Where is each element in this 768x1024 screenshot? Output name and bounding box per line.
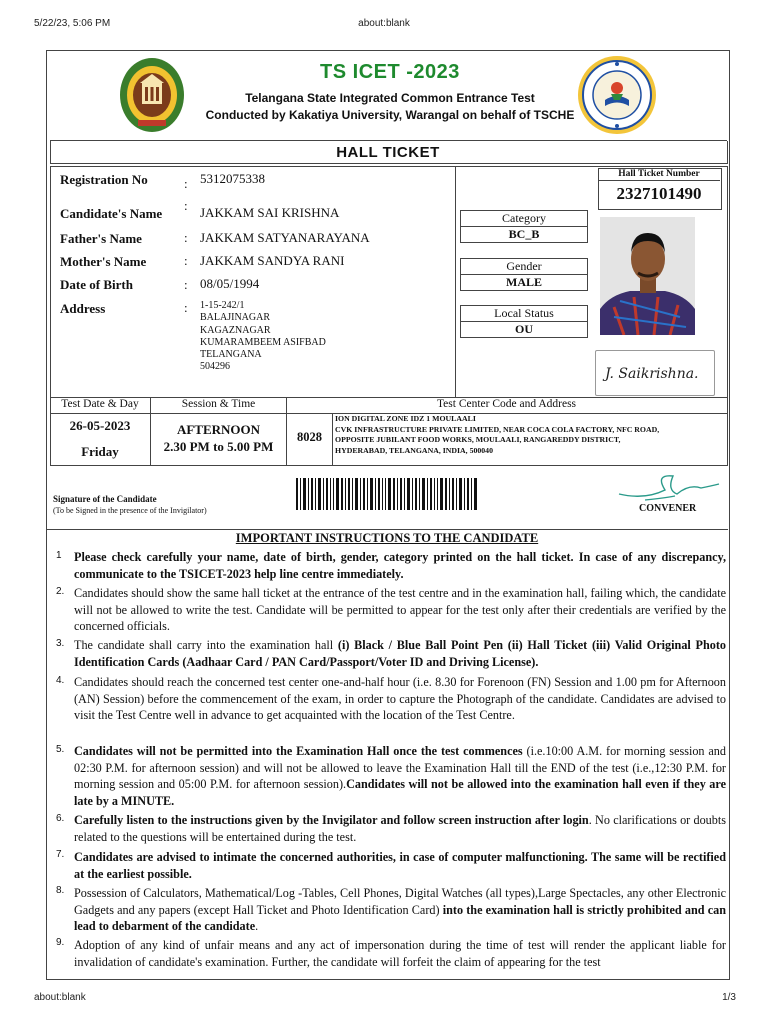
test-date: 26-05-2023 <box>69 418 131 433</box>
local-status-label: Local Status <box>460 305 588 322</box>
date-day-header: Test Date & Day <box>61 398 139 410</box>
instruction-number: 2. <box>56 586 65 597</box>
local-status-value: OU <box>460 321 588 338</box>
print-timestamp: 5/22/23, 5:06 PM <box>34 18 111 29</box>
center-address-line: ION DIGITAL ZONE IDZ 1 MOULAALI <box>335 414 476 423</box>
telangana-emblem-logo <box>118 56 186 134</box>
instruction-6-text: . No clarifications or doubts related to the questions will be entertained during the test. <box>74 813 726 844</box>
instruction-6 <box>74 812 726 845</box>
instruction-3 <box>74 637 726 670</box>
instruction-1: Please check carefully your name, date of birth, gender, category printed on the hall ticket. In case of any discrepancy, communicate to the TSICET-2023 help line centre immediately. <box>74 550 726 581</box>
instruction-7: Candidates are advised to intimate the concerned authorities, in case of computer malfunctioning. The same will be rectified at the earliest possible. <box>74 850 726 881</box>
address-block <box>200 300 326 374</box>
instructions-heading: IMPORTANT INSTRUCTIONS TO THE CANDIDATE <box>235 531 539 545</box>
mother-name-colon: : <box>184 253 188 268</box>
hall-ticket-number-label: Hall Ticket Number <box>598 169 720 181</box>
address-line: 1-15-242/1 <box>200 300 245 311</box>
candidate-name-value: JAKKAM SAI KRISHNA <box>200 205 340 220</box>
test-day: Friday <box>81 444 119 459</box>
instruction-number: 1 <box>56 550 62 561</box>
exam-title: TS ICET -2023 <box>320 61 460 83</box>
instruction-8 <box>74 885 726 935</box>
conducted-by: Conducted by Kakatiya University, Warangal on behalf of TSCHE <box>205 108 575 122</box>
center-address-line: OPPOSITE JUBILANT FOOD WORKS, MOULAALI, RANGAREDDY DISTRICT, <box>335 435 621 445</box>
instruction-3-text: The candidate shall carry into the examination hall <box>74 638 338 652</box>
instruction-number: 6. <box>56 813 65 824</box>
address-line: KAGAZNAGAR <box>200 324 271 336</box>
instruction-6-bold: Carefully listen to the instructions given by the Invigilator and follow screen instruction after login <box>74 813 589 827</box>
candidate-name-label: Candidate's Name <box>60 206 163 221</box>
category-value: BC_B <box>460 226 588 243</box>
dob-value: 08/05/1994 <box>200 276 260 291</box>
instruction-number: 9. <box>56 937 65 948</box>
address-colon: : <box>184 300 188 315</box>
candidate-photo <box>600 217 695 335</box>
print-footer-url: about:blank <box>34 992 86 1003</box>
instruction-5 <box>74 743 726 809</box>
session-header: Session & Time <box>181 398 256 410</box>
dob-label: Date of Birth <box>60 277 133 292</box>
tsche-seal-logo <box>576 54 658 136</box>
father-name-colon: : <box>184 230 188 245</box>
instruction-4: Candidates should reach the concerned test center one-and-half hour (i.e. 8.30 for Forenoon (FN) Session and 1.00 pm for Afternoon (AN) Session) before the commencement of the exam, in order to capture the Photograph of the candidate. Candidates are advised to visit the Test Centre well in advance to get acquainted with the location of the Test Centre. <box>74 675 726 722</box>
address-line: KUMARAMBEEM ASIFBAD <box>200 336 326 348</box>
center-address-line: CVK INFRASTRUCTURE PRIVATE LIMITED, NEAR COCA COLA FACTORY, NFC ROAD, <box>335 424 660 434</box>
instruction-3-bold: (i) Black / Blue Ball Point Pen (ii) Hall Ticket (iii) Valid Original Photo Identification Cards (Aadhaar Card / PAN Card/Passport/Voter ID and Driving License). <box>74 638 726 669</box>
dob-colon: : <box>184 277 188 292</box>
candidate-signature: J. Saikrishna. <box>605 366 699 382</box>
session-name: AFTERNOON <box>176 422 261 437</box>
exam-subtitle: Telangana State Integrated Common Entrance Test <box>245 91 535 105</box>
father-name-value: JAKKAM SATYANARAYANA <box>200 230 370 245</box>
registration-colon: : <box>184 176 188 191</box>
hall-ticket-heading: HALL TICKET <box>336 144 440 161</box>
category-label: Category <box>460 210 588 227</box>
instruction-number: 7. <box>56 849 65 860</box>
candidate-name-colon: : <box>184 198 188 213</box>
candidate-signature-label: Signature of the Candidate <box>53 494 157 504</box>
father-name-label: Father's Name <box>60 231 142 246</box>
address-label: Address <box>60 301 106 316</box>
address-line: BALAJINAGAR <box>200 312 270 324</box>
session-time: 2.30 PM to 5.00 PM <box>163 439 274 454</box>
barcode <box>296 478 478 510</box>
instruction-number: 8. <box>56 885 65 896</box>
convener-label: CONVENER <box>639 503 697 514</box>
instruction-8-bold: into the examination hall is strictly prohibited and can lead to debarment of the candidate <box>74 902 726 933</box>
address-line: 504296 <box>200 361 230 373</box>
mother-name-value: JAKKAM SANDYA RANI <box>200 253 345 268</box>
instruction-2: Candidates should show the same hall ticket at the entrance of the test centre and in the examination hall, failing which, the candidate will not be allowed to write the test. Candidate will be permitted to appear for the test only after their credentials are verified by the concerned officials. <box>74 586 726 633</box>
gender-label: Gender <box>460 258 588 275</box>
instruction-8-text: Possession of Calculators, Mathematical/Log -Tables, Cell Phones, Digital Watches (all types),Large Spectacles, any other Electronic Gadgets and any papers (except Hall Ticket and Photo Identification Card) <box>74 886 726 917</box>
instruction-9: Adoption of any kind of unfair means and any act of impersonation during the time of test will render the applicant liable for invalidation of candidate's examination. Further, the candidate will forfeit the claim of appearing for the test <box>74 938 726 969</box>
test-center-address <box>335 414 725 456</box>
instruction-number: 5. <box>56 744 65 755</box>
instruction-8-end: . <box>255 919 259 933</box>
instruction-number: 3. <box>56 638 65 649</box>
center-address-line: HYDERABAD, TELANGANA, INDIA, 500040 <box>335 445 493 455</box>
print-page-title: about:blank <box>358 18 410 29</box>
instruction-5-bold: Candidates will not be permitted into the Examination Hall once the test commences <box>74 744 523 758</box>
candidate-signature-note: (To be Signed in the presence of the Invigilator) <box>53 506 207 515</box>
hall-ticket-number-value: 2327101490 <box>616 184 702 203</box>
registration-label: Registration No <box>60 172 148 187</box>
test-center-code: 8028 <box>297 430 322 444</box>
instruction-number: 4. <box>56 675 65 686</box>
test-center-header: Test Center Code and Address <box>436 398 577 410</box>
instruction-5-bold-end: Candidates will not be allowed into the examination hall even if they are late by a MINUTE. <box>74 777 726 808</box>
mother-name-label: Mother's Name <box>60 254 147 269</box>
gender-value: MALE <box>460 274 588 291</box>
instruction-5-text: (i.e.10:00 A.M. for morning session and 02:30 P.M. for afternoon session) and will not be allowed to leave the Examination Hall till the END of the test (i.e.,12:30 P.M. for morning session and 05:00 P.M. for afternoon session). <box>74 744 726 791</box>
print-page-count: 1/3 <box>722 992 736 1003</box>
address-line: TELANGANA <box>200 349 262 361</box>
registration-value: 5312075338 <box>200 171 265 186</box>
